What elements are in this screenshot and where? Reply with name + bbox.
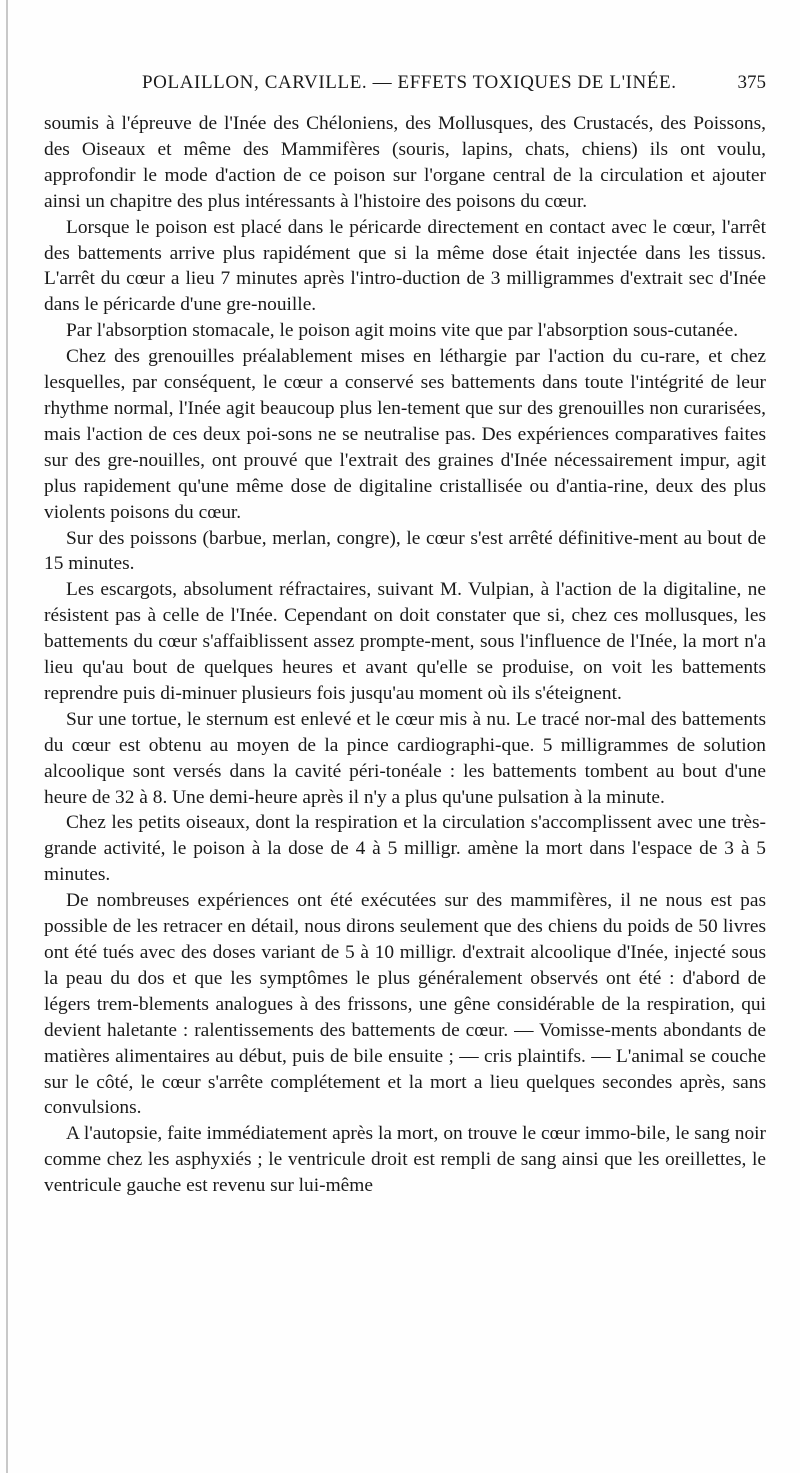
body-text [44, 111, 766, 1199]
running-title: POLAILLON, CARVILLE. — EFFETS TOXIQUES DE L'INÉE. [142, 72, 677, 93]
paragraph-tortue: Sur une tortue, le sternum est enlevé et le cœur mis à nu. Le tracé nor-mal des battements du cœur est obtenu au moyen de la pince cardiographi-que. 5 milligrammes de solution alcoolique sont versés dans la cavité péri-tonéale : les battements tombent au bout d'une heure de 32 à 8. Une demi-heure après il n'y a plus qu'une pulsation à la minute. [44, 708, 766, 808]
paragraph-curare: Chez des grenouilles préalablement mises en léthargie par l'action du cu-rare, et chez lesquelles, par conséquent, le cœur a conservé ses battements dans toute l'intégrité de leur rhythme normal, l'Inée agit beaucoup plus len-tement que sur des grenouilles non curarisées, mais l'action de ces deux poi-sons ne se neutralise pas. Des expériences comparatives faites sur des gre-nouilles, ont prouvé que l'extrait des graines d'Inée nécessairement impur, agit plus rapidement qu'une même dose de digitaline cristallisée ou d'antia-rine, deux des plus violents poisons du cœur. [44, 346, 766, 523]
paragraph-poissons: Sur des poissons (barbue, merlan, congre), le cœur s'est arrêté définitive-ment au bout de 15 minutes. [44, 527, 766, 575]
paragraph-continuation: soumis à l'épreuve de l'Inée des Chéloniens, des Mollusques, des Crustacés, des Poissons, des Oiseaux et même des Mammifères (souris, lapins, chats, chiens) ils ont voulu, approfondir le mode d'action de ce poison sur l'organe central de la circulation et ajouter ainsi un chapitre des plus intéressants à l'histoire des poisons du cœur. [44, 113, 766, 212]
page-edge-rule [6, 0, 8, 1473]
paragraph-mammiferes: De nombreuses expériences ont été exécutées sur des mammifères, il ne nous est pas possible de les retracer en détail, nous dirons seulement que des chiens du poids de 50 livres ont été tués avec des doses variant de 5 à 10 milligr. d'extrait alcoolique d'Inée, injecté sous la peau du dos et que les symptômes le plus généralement observés ont été : d'abord de légers trem-blements analogues à des frissons, une gêne considérable de la respiration, qui devient haletante : ralentissements des battements de cœur. — Vomisse-ments abondants de matières alimentaires au début, puis de bile ensuite ; — cris plaintifs. — L'animal se couche sur le côté, le cœur s'arrête complétement et la mort a lieu quelques secondes après, sans convulsions. [44, 890, 766, 1119]
running-head [60, 72, 766, 100]
paragraph-pericarde: Lorsque le poison est placé dans le péricarde directement en contact avec le cœur, l'arrêt des battements arrive plus rapidément que si la même dose était injectée dans les tissus. L'arrêt du cœur a lieu 7 minutes après l'intro-duction de 3 milligrammes d'extrait sec d'Inée dans le péricarde d'une gre-nouille. [44, 216, 766, 316]
paragraph-escargots: Les escargots, absolument réfractaires, suivant M. Vulpian, à l'action de la digitaline, ne résistent pas à celle de l'Inée. Cependant on doit constater que si, chez ces mollusques, les battements du cœur s'affaiblissent assez prompte-ment, sous l'influence de l'Inée, la mort n'a lieu qu'au bout de quelques heures et avant qu'elle se produise, on voit les battements reprendre puis di-minuer plusieurs fois jusqu'au moment où ils s'éteignent. [44, 579, 766, 704]
paragraph-absorption: Par l'absorption stomacale, le poison agit moins vite que par l'absorption sous-cutanée. [66, 320, 739, 342]
paragraph-autopsie: A l'autopsie, faite immédiatement après la mort, on trouve le cœur immo-bile, le sang noir comme chez les asphyxiés ; le ventricule droit est rempli de sang ainsi que les oreillettes, le ventricule gauche est revenu sur lui-même [44, 1123, 766, 1197]
paragraph-oiseaux: Chez les petits oiseaux, dont la respiration et la circulation s'accomplissent avec une très-grande activité, le poison à la dose de 4 à 5 milligr. amène la mort dans l'espace de 3 à 5 minutes. [44, 812, 766, 886]
page-number: 375 [737, 72, 766, 93]
